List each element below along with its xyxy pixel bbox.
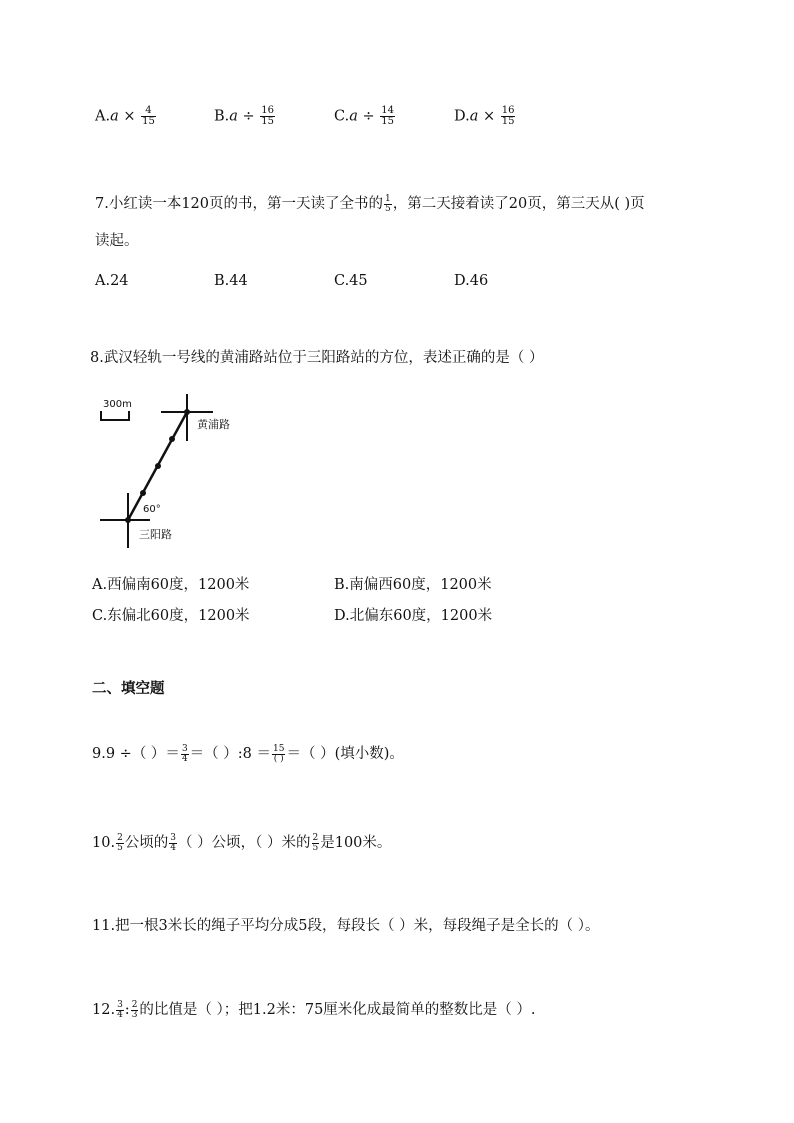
q8-option-c: C.东偏北60度，1200米 — [92, 608, 250, 624]
q7-option-a: A.24 — [95, 273, 129, 289]
fraction: $\frac{15}{( )}$ — [273, 743, 285, 764]
fraction: $\frac{3}{4}$ — [181, 743, 188, 764]
q10-text: 10. $\frac{2}{5}$ 公顷的 $\frac{3}{4}$ （ ）公顷，（ ）米的 $\frac{2}{5}$ 是100米。 — [92, 832, 392, 853]
q6-option-b: B.a ÷ $\frac{16}{15}$ — [214, 105, 275, 127]
route-point — [184, 409, 190, 415]
fraction: $\frac{4}{15}$ — [142, 105, 155, 127]
section-heading: 二、填空题 — [92, 680, 165, 697]
fraction: $\frac{3}{4}$ — [117, 999, 123, 1020]
station-bottom-label: 三阳路 — [139, 528, 172, 541]
q8-option-d: D.北偏东60度，1200米 — [334, 608, 493, 624]
q11-text: 11.把一根3米长的绳子平均分成5段，每段长（ ）米，每段绳子是全长的（ ）。 — [92, 918, 600, 934]
q8-option-a: A.西偏南60度，1200米 — [92, 577, 250, 593]
q7-option-d: D.46 — [454, 273, 489, 289]
q9-text: 9.9 ÷（ ）＝ $\frac{3}{4}$ ＝（ ）:8 ＝ $\frac{15}{( )}$ ＝（ ）(填小数)。 — [92, 743, 404, 764]
q7-text-line1: 7.小红读一本120页的书，第一天读了全书的 $\frac{1}{5}$ ，第二天接着读了20页，第三天从( )页 — [95, 193, 645, 214]
q8-text: 8.武汉轻轨一号线的黄浦路站位于三阳路站的方位，表述正确的是（ ） — [90, 350, 544, 366]
fraction: $\frac{1}{5}$ — [385, 193, 391, 214]
q8-option-b: B.南偏西60度，1200米 — [334, 577, 492, 593]
angle-label: 60° — [143, 504, 161, 515]
q7-option-b: B.44 — [214, 273, 248, 289]
q6-option-a: A.a × $\frac{4}{15}$ — [95, 105, 155, 127]
q8-direction-figure — [90, 385, 280, 555]
q6-option-c: C.a ÷ $\frac{14}{15}$ — [334, 105, 394, 127]
q6-option-d: D.a × $\frac{16}{15}$ — [454, 105, 515, 127]
station-top-label: 黄浦路 — [197, 418, 230, 431]
route-point — [169, 436, 175, 442]
fraction: $\frac{16}{15}$ — [501, 105, 515, 127]
fraction: $\frac{3}{4}$ — [170, 832, 177, 853]
route-point — [155, 463, 161, 469]
q7-option-c: C.45 — [334, 273, 368, 289]
q7-text-line2: 读起。 — [95, 233, 139, 249]
route-point — [125, 517, 131, 523]
scale-label: 300m — [103, 399, 132, 410]
fraction: $\frac{14}{15}$ — [381, 105, 394, 127]
fraction: $\frac{2}{5}$ — [312, 832, 319, 853]
fraction: $\frac{2}{5}$ — [117, 832, 123, 853]
fraction: $\frac{16}{15}$ — [261, 105, 275, 127]
q12-text: 12. $\frac{3}{4}$ : $\frac{2}{3}$ 的比值是（ ）；把1.2米：75厘米化成最简单的整数比是（ ）. — [92, 999, 536, 1020]
fraction: $\frac{2}{3}$ — [131, 999, 138, 1020]
route-point — [140, 490, 146, 496]
scale-bar — [101, 411, 129, 420]
